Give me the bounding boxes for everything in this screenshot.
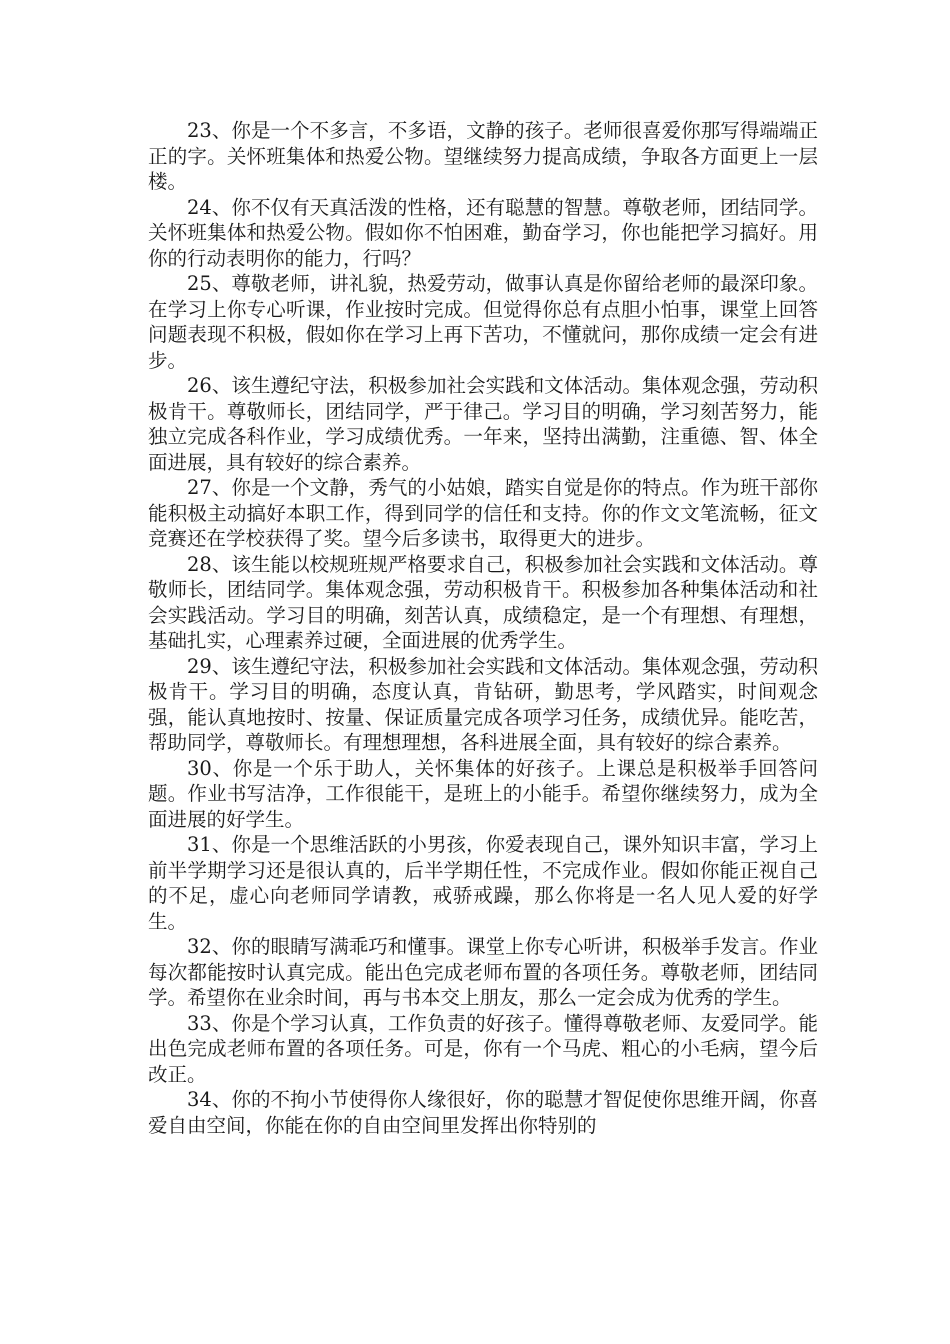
- paragraph-32: 32、你的眼睛写满乖巧和懂事。课堂上你专心听讲，积极举手发言。作业每次都能按时认真完成。能出色完成老师布置的各项任务。尊敬老师，团结同学。希望你在业余时间，再与书本交上朋友，那么一定会成为优秀的学生。: [148, 935, 818, 1009]
- paragraph-24: 24、你不仅有天真活泼的性格，还有聪慧的智慧。尊敬老师，团结同学。关怀班集体和热爱公物。假如你不怕困难，勤奋学习，你也能把学习搞好。用你的行动表明你的能力，行吗？: [148, 195, 818, 270]
- paragraph-31: 31、你是一个思维活跃的小男孩，你爱表现自己，课外知识丰富，学习上前半学期学习还是很认真的，后半学期任性，不完成作业。假如你能正视自己的不足，虚心向老师同学请教，戒骄戒躁，那么你将是一名人见人爱的好学生。: [148, 833, 818, 933]
- paragraph-34: 34、你的不拘小节使得你人缘很好，你的聪慧才智促使你思维开阔，你喜爱自由空间，你能在你的自由空间里发挥出你特别的: [148, 1088, 818, 1137]
- paragraph-27: 27、你是一个文静，秀气的小姑娘，踏实自觉是你的特点。作为班干部你能积极主动搞好本职工作，得到同学的信任和支持。你的作文文笔流畅，征文竞赛还在学校获得了奖。望今后多读书，取得更大的进步。: [148, 476, 818, 550]
- paragraph-33: 33、你是个学习认真，工作负责的好孩子。懂得尊敬老师、友爱同学。能出色完成老师布置的各项任务。可是，你有一个马虎、粗心的小毛病，望今后改正。: [148, 1011, 818, 1086]
- paragraph-28: 28、该生能以校规班规严格要求自己，积极参加社会实践和文体活动。尊敬师长，团结同学。集体观念强，劳动积极肯干。积极参加各种集体活动和社会实践活动。学习目的明确，刻苦认真，成绩稳定，是一个有理想、有理想，基础扎实，心理素养过硬，全面进展的优秀学生。: [148, 552, 818, 652]
- paragraph-30: 30、你是一个乐于助人，关怀集体的好孩子。上课总是积极举手回答问题。作业书写洁净，工作很能干，是班上的小能手。希望你继续努力，成为全面进展的好学生。: [148, 756, 818, 831]
- paragraph-23: 23、你是一个不多言，不多语，文静的孩子。老师很喜爱你那写得端端正正的字。关怀班集体和热爱公物。望继续努力提高成绩，争取各方面更上一层楼。: [148, 119, 818, 193]
- paragraph-26: 26、该生遵纪守法，积极参加社会实践和文体活动。集体观念强，劳动积极肯干。尊敬师长，团结同学，严于律己。学习目的明确，学习刻苦努力，能独立完成各科作业，学习成绩优秀。一年来，坚持出满勤，注重德、智、体全面进展，具有较好的综合素养。: [148, 374, 818, 474]
- paragraph-25: 25、尊敬老师，讲礼貌，热爱劳动，做事认真是你留给老师的最深印象。在学习上你专心听课，作业按时完成。但觉得你总有点胆小怕事，课堂上回答问题表现不积极，假如你在学习上再下苦功，不懂就问，那你成绩一定会有进步。: [148, 272, 818, 372]
- paragraph-29: 29、该生遵纪守法，积极参加社会实践和文体活动。集体观念强，劳动积极肯干。学习目的明确，态度认真，肯钻研，勤思考，学风踏实，时间观念强，能认真地按时、按量、保证质量完成各项学习任务，成绩优异。能吃苦，帮助同学，尊敬师长。有理想理想，各科进展全面，具有较好的综合素养。: [148, 654, 818, 754]
- document-body: [148, 118, 818, 1138]
